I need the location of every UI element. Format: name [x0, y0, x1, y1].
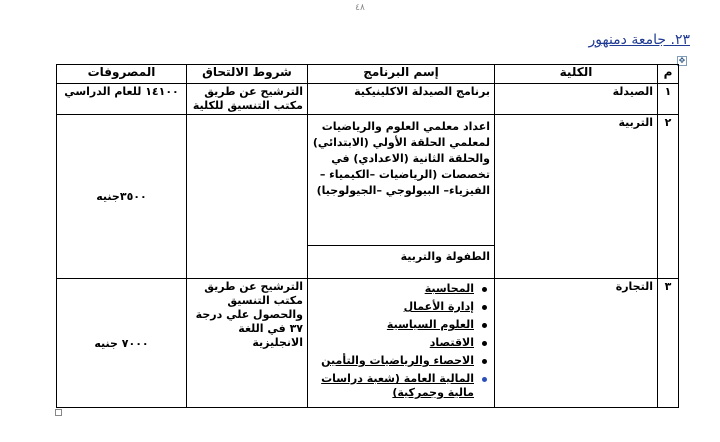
bullet-icon [482, 377, 487, 382]
row-conditions: الترشيح عن طريق مكتب التنسيق والحصول علي درجة ٣٧ في اللغة الانجليزية [187, 279, 308, 408]
bullet-icon [482, 305, 487, 310]
table-row [57, 279, 679, 408]
list-item: العلوم السياسية [312, 318, 474, 332]
row-program [308, 279, 495, 408]
section-heading: ٢٣. جامعة دمنهور [588, 32, 690, 48]
row-college: التربية [495, 115, 658, 279]
programs-table [56, 64, 679, 408]
program-childhood: الطفولة والتربية [400, 250, 490, 263]
page-number: ٤٨ [355, 3, 365, 13]
list-item: المحاسبة [312, 282, 474, 296]
row-program [308, 115, 495, 279]
table-row [57, 115, 679, 279]
header-num: م [658, 65, 679, 84]
list-item: الاحصاء والرياضيات والتأمين [312, 354, 474, 368]
header-program: إسم البرنامج [308, 65, 495, 84]
header-conditions: شروط الالتحاق [187, 65, 308, 84]
row-num: ٣ [658, 279, 679, 408]
table-row [57, 84, 679, 115]
list-item: إدارة الأعمال [312, 300, 474, 314]
bullet-icon [482, 287, 487, 292]
row-fees: ١٤١٠٠ للعام الدراسي [57, 84, 187, 115]
list-item: المالية العامة (شعبة دراسات مالية وجمركية) [312, 372, 474, 400]
row-college: التجارة [495, 279, 658, 408]
table-header-row [57, 65, 679, 84]
row-fees: ٣٥٠٠جنيه [57, 115, 187, 279]
table-resize-handle[interactable] [55, 409, 62, 416]
program-teachers-prep: اعداد معلمي العلوم والرياضيات لمعلمي الحلقة الأولي (الابتدائي) والحلقة الثانية (الاعدادي) في تخصصات (الرياضيات –الكيمياء – الفيزياء– البيولوجي –الجيولوجيا) [308, 115, 494, 246]
row-conditions [187, 115, 308, 279]
row-num: ٢ [658, 115, 679, 279]
list-item: الاقتصاد [312, 336, 474, 350]
bullet-icon [482, 359, 487, 364]
row-college: الصيدلة [495, 84, 658, 115]
header-college: الكلية [495, 65, 658, 84]
table-move-handle-icon[interactable]: ✥ [678, 56, 686, 65]
header-fees: المصروفات [57, 65, 187, 84]
row-program: برنامج الصيدلة الاكلينيكية [308, 84, 495, 115]
bullet-icon [482, 341, 487, 346]
specializations-list [312, 282, 490, 400]
row-conditions: الترشيح عن طريق مكتب التنسيق للكلية [187, 84, 308, 115]
row-num: ١ [658, 84, 679, 115]
row-fees: ٧٠٠٠ جنيه [57, 279, 187, 408]
bullet-icon [482, 323, 487, 328]
